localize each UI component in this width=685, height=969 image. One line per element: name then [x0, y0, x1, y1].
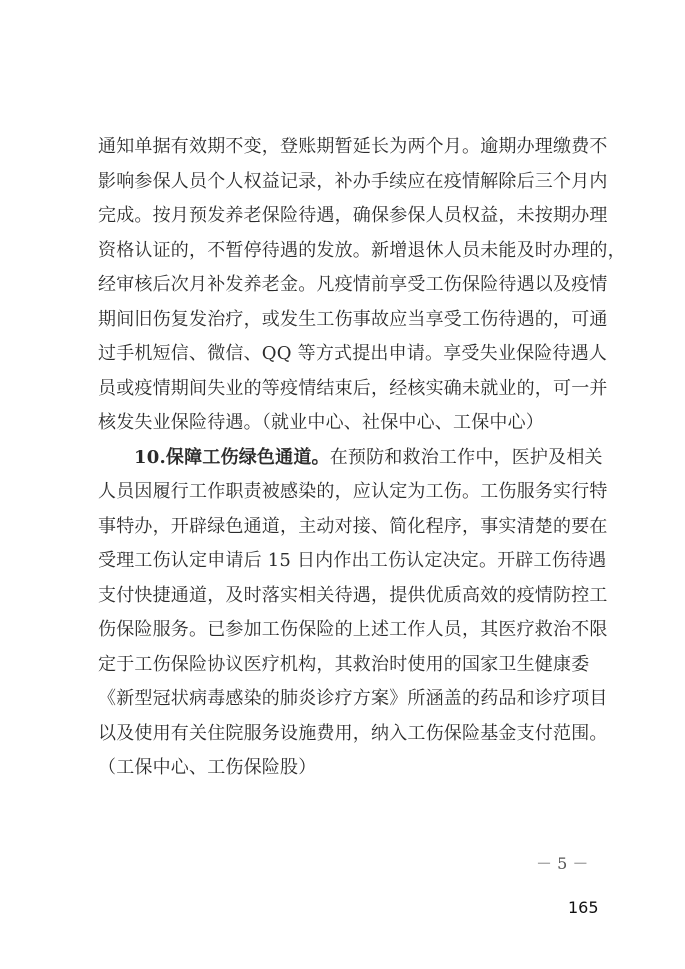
- text-line: 受理工伤认定申请后 15 日内作出工伤认定决定。开辟工伤待遇: [98, 550, 607, 571]
- text-line: 期间旧伤复发治疗，或发生工伤事故应当享受工伤待遇的，可通: [98, 308, 608, 330]
- page-number: － 5 －: [536, 854, 589, 873]
- text-line: 经审核后次月补发养老金。凡疫情前享受工伤保险待遇以及疫情: [98, 274, 608, 295]
- text-line: 事特办，开辟绿色通道，主动对接、简化程序，事实清楚的要在: [98, 515, 608, 537]
- section-heading: 10.保障工伤绿色通道。: [134, 446, 330, 468]
- text-line: 以及使用有关住院服务设施费用，纳入工伤保险基金支付范围。: [98, 722, 608, 744]
- text-line: 定于工伤保险协议医疗机构，其救治时使用的国家卫生健康委: [98, 653, 590, 675]
- document-body: [98, 130, 626, 786]
- paragraph-2: [98, 441, 608, 786]
- text-line: 支付快捷通道，及时落实相关待遇，提供优质高效的疫情防控工: [98, 584, 608, 606]
- text-line: 完成。按月预发养老保险待遇，确保参保人员权益，未按期办理: [98, 205, 608, 226]
- text-line: 员或疫情期间失业的等疫情结束后，经核实确未就业的，可一并: [98, 377, 608, 399]
- text-line: （工保中心、工伤保险股）: [98, 757, 317, 778]
- paragraph-first-line: [98, 441, 603, 476]
- text-line: 通知单据有效期不变，登账期暂延长为两个月。逾期办理缴费不: [98, 136, 608, 157]
- text-line: 核发失业保险待遇。（就业中心、社保中心、工保中心）: [98, 412, 544, 433]
- text-line: 伤保险服务。已参加工伤保险的上述工作人员，其医疗救治不限: [98, 619, 608, 640]
- text-line: 人员因履行工作职责被感染的，应认定为工伤。工伤服务实行特: [98, 481, 608, 502]
- text-line: 影响参保人员个人权益记录，补办手续应在疫情解除后三个月内: [98, 170, 608, 192]
- text-line: 过手机短信、微信、QQ 等方式提出申请。享受失业保险待遇人: [98, 343, 608, 364]
- text-line: 《新型冠状病毒感染的肺炎诊疗方案》所涵盖的药品和诊疗项目: [98, 688, 608, 709]
- document-page-number: 165: [568, 898, 599, 917]
- text-run: 在预防和救治工作中，医护及相关: [329, 446, 603, 468]
- text-line: 资格认证的，不暂停待遇的发放。新增退休人员未能及时办理的，: [98, 239, 626, 261]
- paragraph-1: [98, 130, 626, 441]
